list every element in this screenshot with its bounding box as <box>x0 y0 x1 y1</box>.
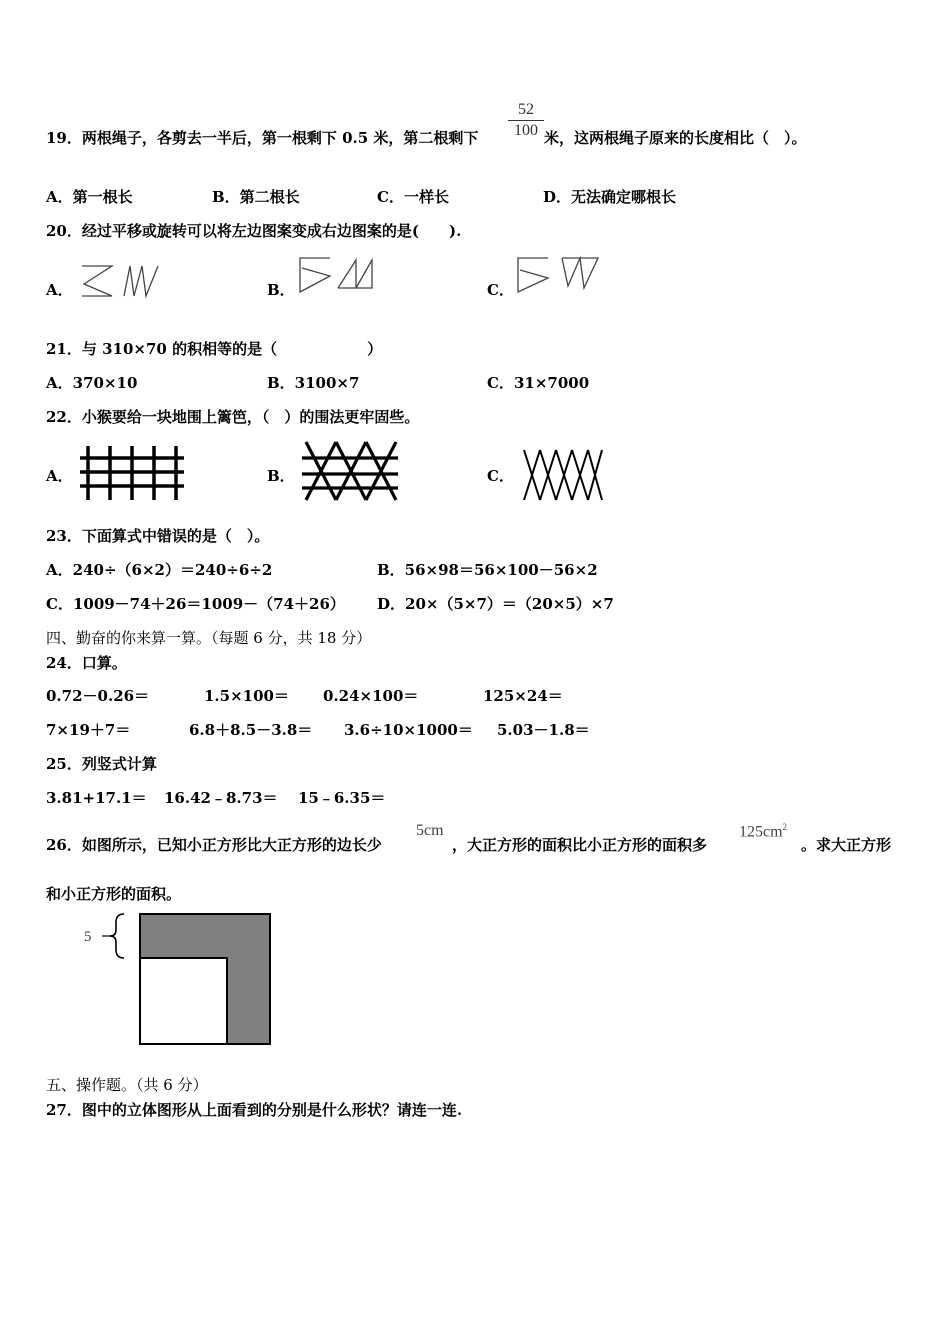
q19-fraction <box>508 101 544 140</box>
q26-stem-prefix: 26．如图所示，已知小正方形比大正方形的边长少 <box>46 836 382 854</box>
section-4-heading: 四、勤奋的你来算一算。（每题 6 分，共 18 分） <box>46 629 372 647</box>
q22-option-c[interactable]: C． <box>487 467 514 485</box>
q20-figure-a <box>80 262 166 302</box>
q20-figure-c <box>516 256 602 296</box>
q25-item-1: 3.81+17.1＝ <box>46 789 147 807</box>
q26-area-value <box>739 822 787 841</box>
q24-item-7: 3.6÷10×1000＝ <box>344 721 473 739</box>
q23-option-a[interactable]: A．240÷（6×2）＝240÷6÷2 <box>46 561 273 579</box>
q20-option-a[interactable]: A． <box>46 281 73 299</box>
q26-stem-middle: ，大正方形的面积比小正方形的面积多 <box>452 836 708 854</box>
q24-item-4: 125×24＝ <box>483 687 563 705</box>
q23-option-c[interactable]: C．1009－74＋26＝1009－（74＋26） <box>46 595 345 613</box>
q22-option-a[interactable]: A． <box>46 467 73 485</box>
q19-option-a[interactable]: A．第一根长 <box>46 188 133 206</box>
q23-stem: 23．下面算式中错误的是（ ）。 <box>46 527 270 545</box>
q19-option-c[interactable]: C．一样长 <box>377 188 449 206</box>
q22-stem: 22．小猴要给一块地围上篱笆，（ ）的围法更牢固些。 <box>46 408 420 426</box>
q20-stem: 20．经过平移或旋转可以将左边图案变成右边图案的是( ). <box>46 222 462 240</box>
q25-item-2: 16.42﹣8.73＝ <box>164 789 278 807</box>
q19-fraction-denominator: 100 <box>514 122 538 139</box>
q26-stem-suffix: 。求大正方形 <box>801 836 892 854</box>
q22-fence-b-cross <box>300 440 400 502</box>
q26-small-square <box>140 958 227 1044</box>
q23-option-b[interactable]: B．56×98＝56×100－56×2 <box>377 561 598 579</box>
q26-brace-label: 5 <box>84 929 92 945</box>
q22-fence-c-zigzag <box>520 448 606 502</box>
q26-length-value: 5cm <box>416 822 444 839</box>
q27-stem: 27．图中的立体图形从上面看到的分别是什么形状？请连一连. <box>46 1101 463 1119</box>
q26-area-superscript: 2 <box>782 822 788 832</box>
q21-stem: 21．与 310×70 的积相等的是（ ） <box>46 340 383 358</box>
q19-fraction-bar <box>508 120 544 121</box>
q24-item-1: 0.72－0.26＝ <box>46 687 150 705</box>
q22-option-b[interactable]: B． <box>267 467 295 485</box>
q24-item-5: 7×19＋7＝ <box>46 721 131 739</box>
section-5-heading: 五、操作题。（共 6 分） <box>46 1076 208 1094</box>
q26-stem-line2: 和小正方形的面积。 <box>46 885 182 903</box>
q24-stem: 24．口算。 <box>46 654 127 672</box>
q19-option-b[interactable]: B．第二根长 <box>212 188 300 206</box>
q24-item-8: 5.03－1.8＝ <box>497 721 590 739</box>
q21-option-c[interactable]: C．31×7000 <box>487 374 590 392</box>
q24-item-3: 0.24×100＝ <box>323 687 419 705</box>
q24-item-2: 1.5×100＝ <box>204 687 289 705</box>
q26-brace <box>110 914 124 958</box>
q20-option-b[interactable]: B． <box>267 281 295 299</box>
q20-option-c[interactable]: C． <box>487 281 514 299</box>
q24-item-6: 6.8＋8.5－3.8＝ <box>189 721 313 739</box>
q21-option-a[interactable]: A．370×10 <box>46 374 138 392</box>
q26-area-number: 125cm <box>739 823 783 841</box>
q19-fraction-numerator: 52 <box>518 101 534 118</box>
q22-fence-a-grid <box>80 444 186 502</box>
q26-squares-figure <box>76 910 276 1050</box>
q25-stem: 25．列竖式计算 <box>46 755 157 773</box>
q19-option-d[interactable]: D．无法确定哪根长 <box>543 188 677 206</box>
q20-figure-b <box>298 256 380 296</box>
q23-option-d[interactable]: D．20×（5×7）＝（20×5）×7 <box>377 595 614 613</box>
q21-option-b[interactable]: B．3100×7 <box>267 374 360 392</box>
q19-stem-prefix: 19．两根绳子，各剪去一半后，第一根剩下 0.5 米，第二根剩下 <box>46 129 479 147</box>
q25-item-3: 15﹣6.35＝ <box>298 789 386 807</box>
q19-stem-suffix: 米，这两根绳子原来的长度相比（ ）。 <box>544 129 807 147</box>
